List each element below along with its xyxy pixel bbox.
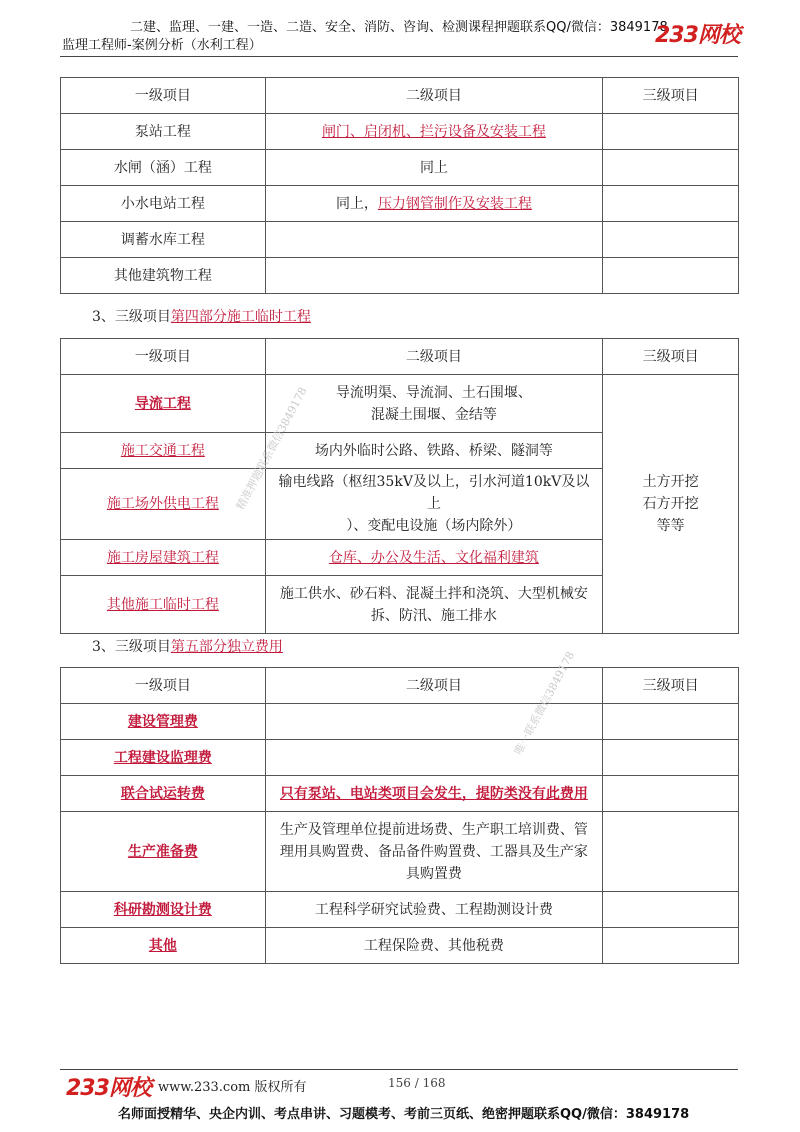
header-cell-level1: 一级项目 [61, 668, 266, 704]
cell-line: ）、变配电设施（场内除外） [346, 518, 522, 534]
item-link[interactable]: 施工交通工程 [120, 442, 205, 459]
cell-level2 [265, 258, 602, 294]
table-row [61, 258, 739, 294]
item-link[interactable]: 工程建设监理费 [113, 749, 212, 766]
table-header-row [61, 78, 739, 114]
cell-level2 [265, 375, 602, 433]
cell-level3 [603, 740, 739, 776]
cell-level2 [265, 740, 602, 776]
cell-level3 [603, 776, 739, 812]
cell-level1 [61, 740, 266, 776]
section-link[interactable]: 第五部分独立费用 [170, 639, 283, 655]
cell-level1 [61, 433, 266, 469]
cell-level1 [61, 540, 266, 576]
highlight-link[interactable]: 压力钢管制作及安装工程 [377, 195, 532, 212]
table-row [61, 928, 739, 964]
cell-level3 [603, 222, 739, 258]
cell-level1: 泵站工程 [61, 114, 266, 150]
cell-level1 [61, 776, 266, 812]
table-independent-costs [60, 667, 739, 964]
highlight-link[interactable]: 闸门、启闭机、拦污设备及安装工程 [321, 123, 546, 140]
cell-line: 导流明渠、导流洞、土石围堰、 [335, 384, 532, 401]
header-divider [60, 56, 738, 57]
cell-level3 [603, 150, 739, 186]
cell-level1 [61, 576, 266, 634]
cell-level3 [603, 114, 739, 150]
cell-level2 [265, 114, 602, 150]
item-link[interactable]: 施工场外供电工程 [106, 496, 219, 512]
table-row [61, 150, 739, 186]
cell-level2 [265, 776, 602, 812]
item-link[interactable]: 施工房屋建筑工程 [106, 549, 219, 566]
header-cell-level3: 三级项目 [603, 339, 739, 375]
cell-line: 施工供水、砂石料、混凝土拌和浇筑、大型机械安 [279, 585, 588, 602]
cell-level3 [603, 186, 739, 222]
item-link[interactable]: 建设管理费 [127, 713, 198, 730]
table-row [61, 114, 739, 150]
section-heading-part5 [92, 636, 283, 656]
cell-level1 [61, 375, 266, 433]
header-cell-level2: 二级项目 [265, 668, 602, 704]
header-cell-level2: 二级项目 [265, 78, 602, 114]
footer-site: www.233.com 版权所有 [158, 1080, 307, 1095]
table-row [61, 222, 739, 258]
item-link[interactable]: 科研勘测设计费 [113, 901, 212, 918]
cell-level2 [265, 576, 602, 634]
cell-level2: 工程保险费、其他税费 [265, 928, 602, 964]
cell-level1 [61, 812, 266, 892]
item-link[interactable]: 导流工程 [134, 395, 191, 412]
table-row [61, 776, 739, 812]
section-prefix: 3、三级项目 [92, 639, 171, 655]
level3-item: 石方开挖 [642, 496, 699, 512]
header-promo: 二建、监理、一建、一造、二造、安全、消防、咨询、检测课程押题联系QQ/微信：3849178 [130, 20, 668, 35]
cell-level1 [61, 704, 266, 740]
cell-line: 拆、防汛、施工排水 [370, 607, 497, 624]
footer-divider [60, 1069, 738, 1070]
table-pump-station [60, 77, 739, 294]
table-temporary-works [60, 338, 739, 634]
header-cell-level1: 一级项目 [61, 339, 266, 375]
cell-level3-merged [603, 375, 739, 634]
cell-level3 [603, 704, 739, 740]
cell-level2 [265, 704, 602, 740]
watermark-text: 唯一联系微信3849178 [511, 649, 578, 758]
table-row [61, 375, 739, 433]
cell-line: 混凝土围堰、金结等 [370, 406, 497, 423]
table-row [61, 892, 739, 928]
table-row [61, 186, 739, 222]
cell-line: 输电线路（枢纽35kV及以上，引水河道10kV及以上 [278, 474, 590, 512]
item-link[interactable]: 生产准备费 [127, 843, 198, 860]
header-cell-level2: 二级项目 [265, 339, 602, 375]
cell-level1: 其他建筑物工程 [61, 258, 266, 294]
cell-level3 [603, 258, 739, 294]
table-header-row [61, 668, 739, 704]
cell-level3 [603, 928, 739, 964]
item-link[interactable]: 其他 [148, 937, 177, 954]
logo-233-bottom: 233网校 [66, 1076, 151, 1101]
cell-line: 理用具购置费、备品备件购置费、工器具及生产家 [279, 843, 588, 860]
cell-level2 [265, 469, 602, 540]
item-link[interactable]: 其他施工临时工程 [106, 596, 219, 613]
cell-text: 同上， [335, 195, 378, 212]
table-row [61, 740, 739, 776]
section-link[interactable]: 第四部分施工临时工程 [170, 309, 311, 325]
header-cell-level3: 三级项目 [603, 78, 739, 114]
cell-level1: 水闸（涵）工程 [61, 150, 266, 186]
footer-promo: 名师面授精华、央企内训、考点串讲、习题模考、考前三页纸、绝密押题联系QQ/微信：3849178 [118, 1107, 690, 1122]
cell-level2: 工程科学研究试验费、工程勘测设计费 [265, 892, 602, 928]
logo-233-top: 233网校 [655, 23, 740, 48]
cell-level2 [265, 150, 602, 186]
cell-level1: 调蓄水库工程 [61, 222, 266, 258]
page-number: 156 / 168 [388, 1076, 446, 1090]
cell-line: 场内外临时公路、铁路、桥梁、隧洞等 [314, 442, 553, 459]
section-prefix: 3、三级项目 [92, 309, 171, 325]
header-cell-level1: 一级项目 [61, 78, 266, 114]
table-header-row [61, 339, 739, 375]
cell-level1 [61, 892, 266, 928]
cell-level2 [265, 433, 602, 469]
cell-level3 [603, 892, 739, 928]
item-link[interactable]: 联合试运转费 [120, 785, 205, 802]
watermark-text: 精准押题联系微信3849178 [233, 384, 310, 513]
level3-item: 土方开挖 [642, 474, 699, 490]
cell-level2 [265, 186, 602, 222]
cell-level1: 小水电站工程 [61, 186, 266, 222]
cell-line: 具购置费 [405, 865, 462, 882]
level3-item: 等等 [656, 518, 685, 534]
highlight-link[interactable]: 只有泵站、电站类项目会发生，提防类没有此费用 [279, 785, 588, 802]
cell-level2 [265, 222, 602, 258]
header-cell-level3: 三级项目 [603, 668, 739, 704]
table-row [61, 704, 739, 740]
cell-level2 [265, 540, 602, 576]
cell-level1 [61, 928, 266, 964]
cell-line: 生产及管理单位提前进场费、生产职工培训费、管 [279, 821, 588, 838]
table-row [61, 812, 739, 892]
cell-level2 [265, 812, 602, 892]
cell-level3 [603, 812, 739, 892]
section-heading-part4 [92, 306, 311, 326]
header-subtitle: 监理工程师-案例分析（水利工程） [62, 38, 262, 53]
highlight-link[interactable]: 仓库、办公及生活、文化福利建筑 [328, 549, 539, 566]
cell-text: 同上 [419, 159, 448, 176]
